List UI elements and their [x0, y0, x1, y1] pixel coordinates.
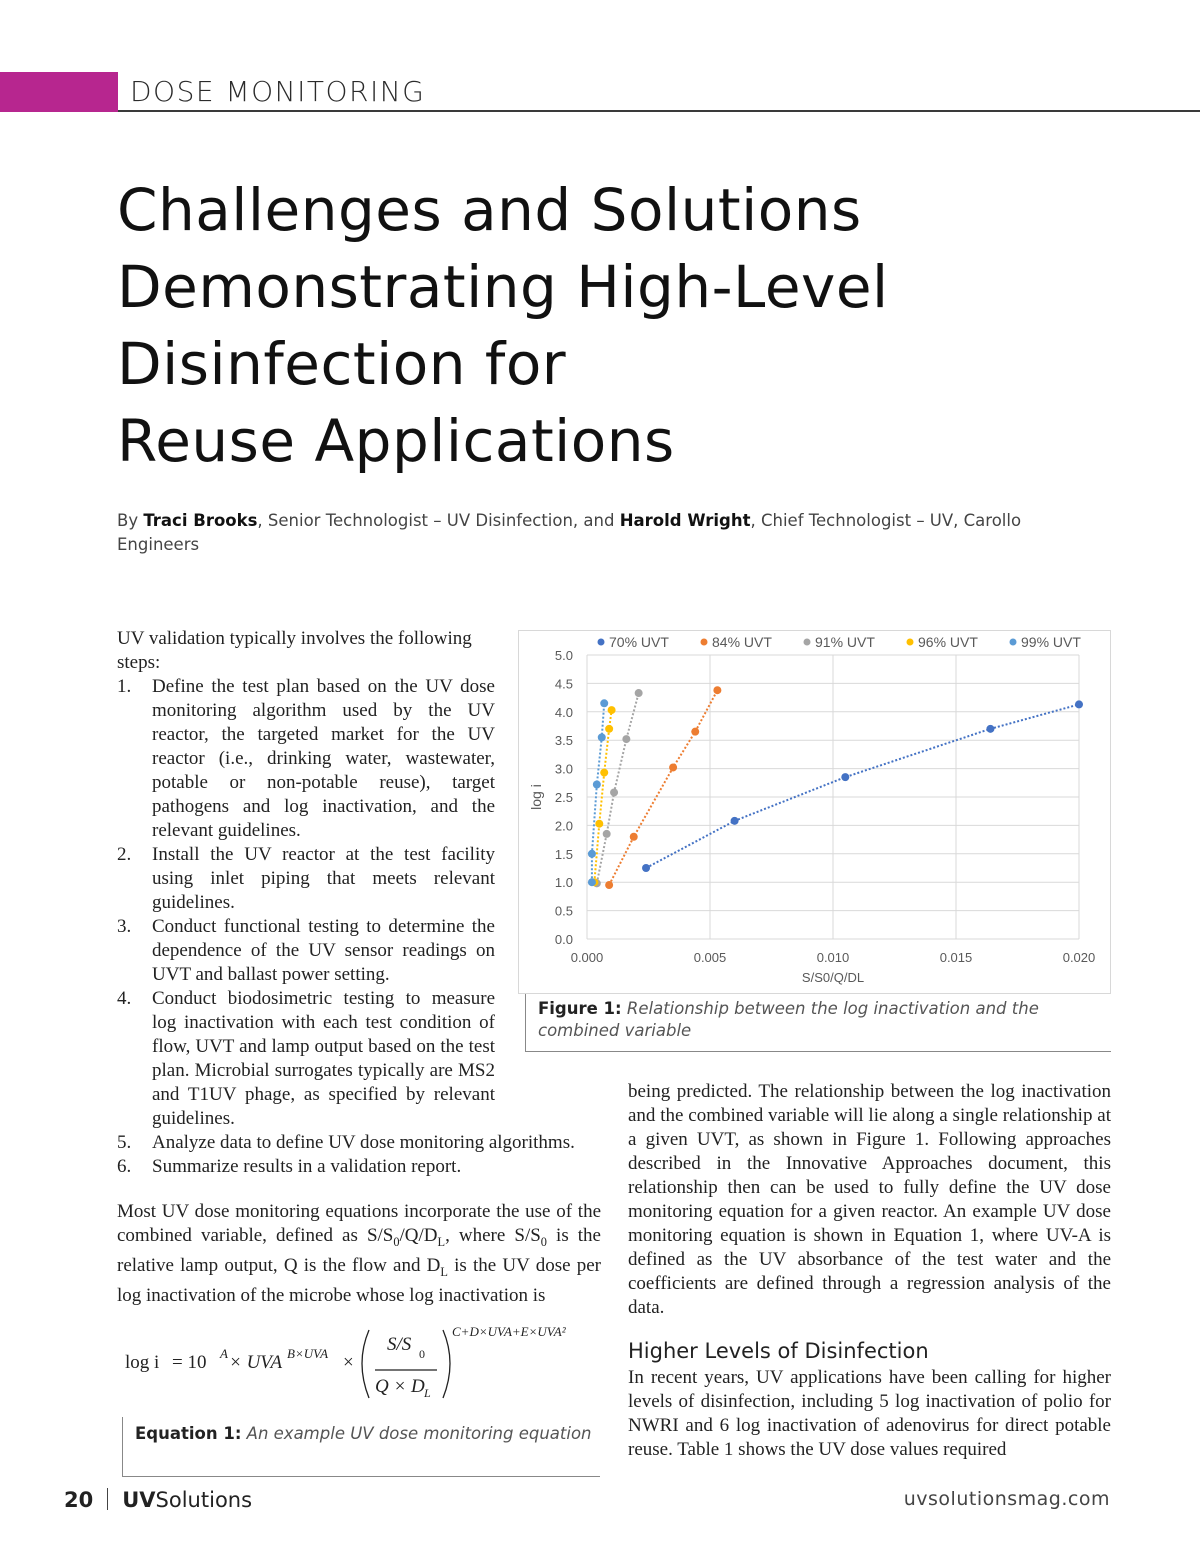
author-role: , Senior Technologist – UV Disinfection, and	[257, 511, 620, 530]
legend-entry: 84% UVT	[712, 634, 772, 650]
legend-entry: 70% UVT	[609, 634, 669, 650]
section-accent-bar	[0, 72, 118, 112]
legend-marker	[907, 639, 914, 646]
legend-entry: 91% UVT	[815, 634, 875, 650]
footer-brand	[64, 1488, 252, 1512]
article-title	[117, 172, 1117, 480]
author-role: , Chief Technologist – UV, Carollo Engineers	[117, 511, 1022, 554]
data-point	[588, 878, 596, 886]
title-line: Challenges and Solutions	[117, 176, 862, 244]
eq-uva: × UVA	[229, 1352, 283, 1373]
eq-exp-a: A	[220, 1346, 228, 1361]
data-point	[731, 817, 739, 825]
x-tick-label: 0.000	[570, 950, 604, 965]
eq-lhs: log i	[125, 1352, 160, 1373]
eq-left-paren	[362, 1330, 369, 1398]
caption-label: Figure 1:	[538, 999, 622, 1018]
x-axis-title: S/S0/Q/DL	[801, 970, 865, 985]
chart-svg	[519, 631, 1110, 993]
y-tick-label: 2.0	[554, 818, 573, 834]
eq-frac-den-sub: L	[424, 1386, 431, 1400]
caption-text: An example UV dose monitoring equation	[241, 1424, 592, 1443]
data-point	[642, 864, 650, 872]
footer-divider	[107, 1488, 108, 1510]
data-point	[630, 833, 638, 841]
eq-frac-num-sub: 0	[419, 1347, 425, 1361]
legend-marker	[701, 639, 708, 646]
data-point	[608, 706, 616, 714]
y-tick-label: 3.5	[554, 733, 573, 749]
eq-right-paren	[443, 1330, 450, 1398]
y-axis-title: log i	[528, 784, 544, 810]
list-item: 1. Define the test plan based on the UV dose monitoring algorithm used by the UV reactor, the targeted market for the UV reactor (i.e., drinking water, wastewater, potable or non-potable reuse), target pathogens and log inactivation, and the relevant guidelines.	[117, 676, 495, 841]
legend-entry: 99% UVT	[1021, 634, 1081, 650]
title-line: Demonstrating High-Level	[117, 253, 889, 321]
y-tick-label: 4.0	[554, 704, 573, 720]
data-point	[1075, 700, 1083, 708]
section-subheading: Higher Levels of Disinfection	[628, 1339, 929, 1363]
eq-times: ×	[343, 1352, 354, 1373]
data-point	[600, 699, 608, 707]
eq-frac-den: Q × D	[375, 1376, 425, 1397]
eq-exp-uva: B×UVA	[287, 1346, 329, 1361]
eq-base: = 10	[172, 1352, 207, 1373]
data-point	[605, 725, 613, 733]
list-item-text: Conduct biodosimetric testing to measure log inactivation with each test condition of flow, UVT and lamp output based on the test plan. Microbial surrogates typically are MS2 and T1UV phage, as specified by relevant guidelines.	[152, 988, 495, 1129]
title-line: Disinfection for	[117, 330, 567, 398]
magazine-name: UVSolutions	[122, 1488, 253, 1512]
data-point	[610, 788, 618, 796]
author-name: Traci Brooks	[143, 511, 258, 530]
y-tick-label: 4.5	[554, 676, 573, 692]
data-point	[600, 769, 608, 777]
series-line	[609, 690, 717, 885]
legend-marker	[598, 639, 605, 646]
list-item-text: Conduct functional testing to determine the dependence of the UV sensor readings on UVT and ballast power setting.	[152, 916, 495, 985]
byline-prefix: By	[117, 511, 144, 530]
list-item: 6. Summarize results in a validation report.	[117, 1155, 602, 1179]
y-tick-label: 1.0	[554, 875, 573, 891]
figure-1-chart	[518, 630, 1111, 994]
list-item: 5. Analyze data to define UV dose monitoring algorithms.	[117, 1131, 602, 1155]
list-item: 3. Conduct functional testing to determine the dependence of the UV sensor readings on UVT and ballast power setting.	[117, 916, 495, 985]
legend-entry: 96% UVT	[918, 634, 978, 650]
y-tick-label: 0.5	[554, 903, 573, 919]
eq-frac-num: S/S	[387, 1334, 412, 1355]
data-point	[713, 686, 721, 694]
data-point	[603, 830, 611, 838]
legend-marker	[1010, 639, 1017, 646]
data-point	[841, 773, 849, 781]
equation	[117, 1318, 601, 1408]
data-point	[593, 781, 601, 789]
data-point	[669, 763, 677, 771]
data-point	[635, 689, 643, 697]
y-tick-label: 3.0	[554, 761, 573, 777]
data-point	[598, 733, 606, 741]
section-title: DOSE MONITORING	[130, 75, 426, 108]
y-tick-label: 2.5	[554, 790, 573, 805]
footer-website: uvsolutionsmag.com	[903, 1488, 1110, 1510]
byline	[117, 509, 1107, 557]
intro-paragraph: UV validation typically involves the following steps:	[117, 628, 472, 673]
data-point	[605, 881, 613, 889]
list-item-text: Summarize results in a validation report.	[152, 1156, 462, 1177]
legend-marker	[804, 639, 811, 646]
equation-caption	[122, 1417, 600, 1477]
body-paragraph: In recent years, UV applications have been calling for higher levels of disinfection, including 5 log inactivation of polio for NWRI and 6 log inactivation of adenovirus for direct potable reuse. Table 1 shows the UV dose values required	[628, 1367, 1111, 1460]
y-tick-label: 1.5	[554, 846, 573, 862]
x-tick-label: 0.005	[693, 950, 727, 965]
x-tick-label: 0.020	[1062, 950, 1096, 965]
series-line	[646, 704, 1079, 868]
caption-label: Equation 1:	[135, 1424, 242, 1443]
body-paragraph: being predicted. The relationship between the log inactivation and the combined variable will lie along a single relationship at a given UVT, as shown in Figure 1. Following approaches described in the Innovative Approaches document, this relationship then can be used to fully define the UV dose monitoring equation for a given reactor. An example UV dose monitoring equation is shown in Equation 1, where UV-A is defined as the UV absorbance of the test water and the coefficients are defined through a regression analysis of the data.	[628, 1081, 1111, 1318]
data-point	[986, 725, 994, 733]
title-line: Reuse Applications	[117, 407, 675, 475]
page-number: 20	[64, 1488, 94, 1512]
list-item-text: Install the UV reactor at the test facility using inlet piping that meets relevant guidelines.	[152, 844, 495, 913]
section-header	[118, 72, 1200, 112]
y-tick-label: 5.0	[554, 648, 573, 663]
data-point	[595, 820, 603, 828]
y-tick-label: 0.0	[554, 932, 573, 947]
data-point	[622, 735, 630, 743]
list-item: 2. Install the UV reactor at the test facility using inlet piping that meets relevant guidelines.	[117, 844, 495, 913]
figure-caption	[525, 994, 1111, 1052]
eq-outer-exp: C+D×UVA+E×UVA²	[452, 1324, 566, 1339]
list-item: 4. Conduct biodosimetric testing to measure log inactivation with each test condition of flow, UVT and lamp output based on the test plan. Microbial surrogates typically are MS2 and T1UV phage, as specified by relevant guidelines.	[117, 988, 495, 1129]
list-item-text: Analyze data to define UV dose monitoring algorithms.	[152, 1132, 575, 1153]
x-tick-label: 0.010	[816, 950, 850, 965]
x-tick-label: 0.015	[939, 950, 973, 965]
list-item-text: Define the test plan based on the UV dose monitoring algorithm used by the UV reactor, the targeted market for the UV reactor (i.e., drinking water, wastewater, potable or non-potable reuse), target pathogens and log inactivation, and the relevant guidelines.	[152, 676, 495, 841]
author-name: Harold Wright	[619, 511, 751, 530]
caption-text: Relationship between the log inactivation and the combined variable	[538, 999, 1039, 1040]
data-point	[691, 728, 699, 736]
data-point	[588, 850, 596, 858]
body-paragraph: Most UV dose monitoring equations incorporate the use of the combined variable, defined as $S/S_0/Q/D_L$, where $S/S_0$ is the relative lamp output, Q is the flow and $D_L$ is the UV dose per log inactivation of the microbe whose log inactivation is	[117, 1201, 601, 1306]
